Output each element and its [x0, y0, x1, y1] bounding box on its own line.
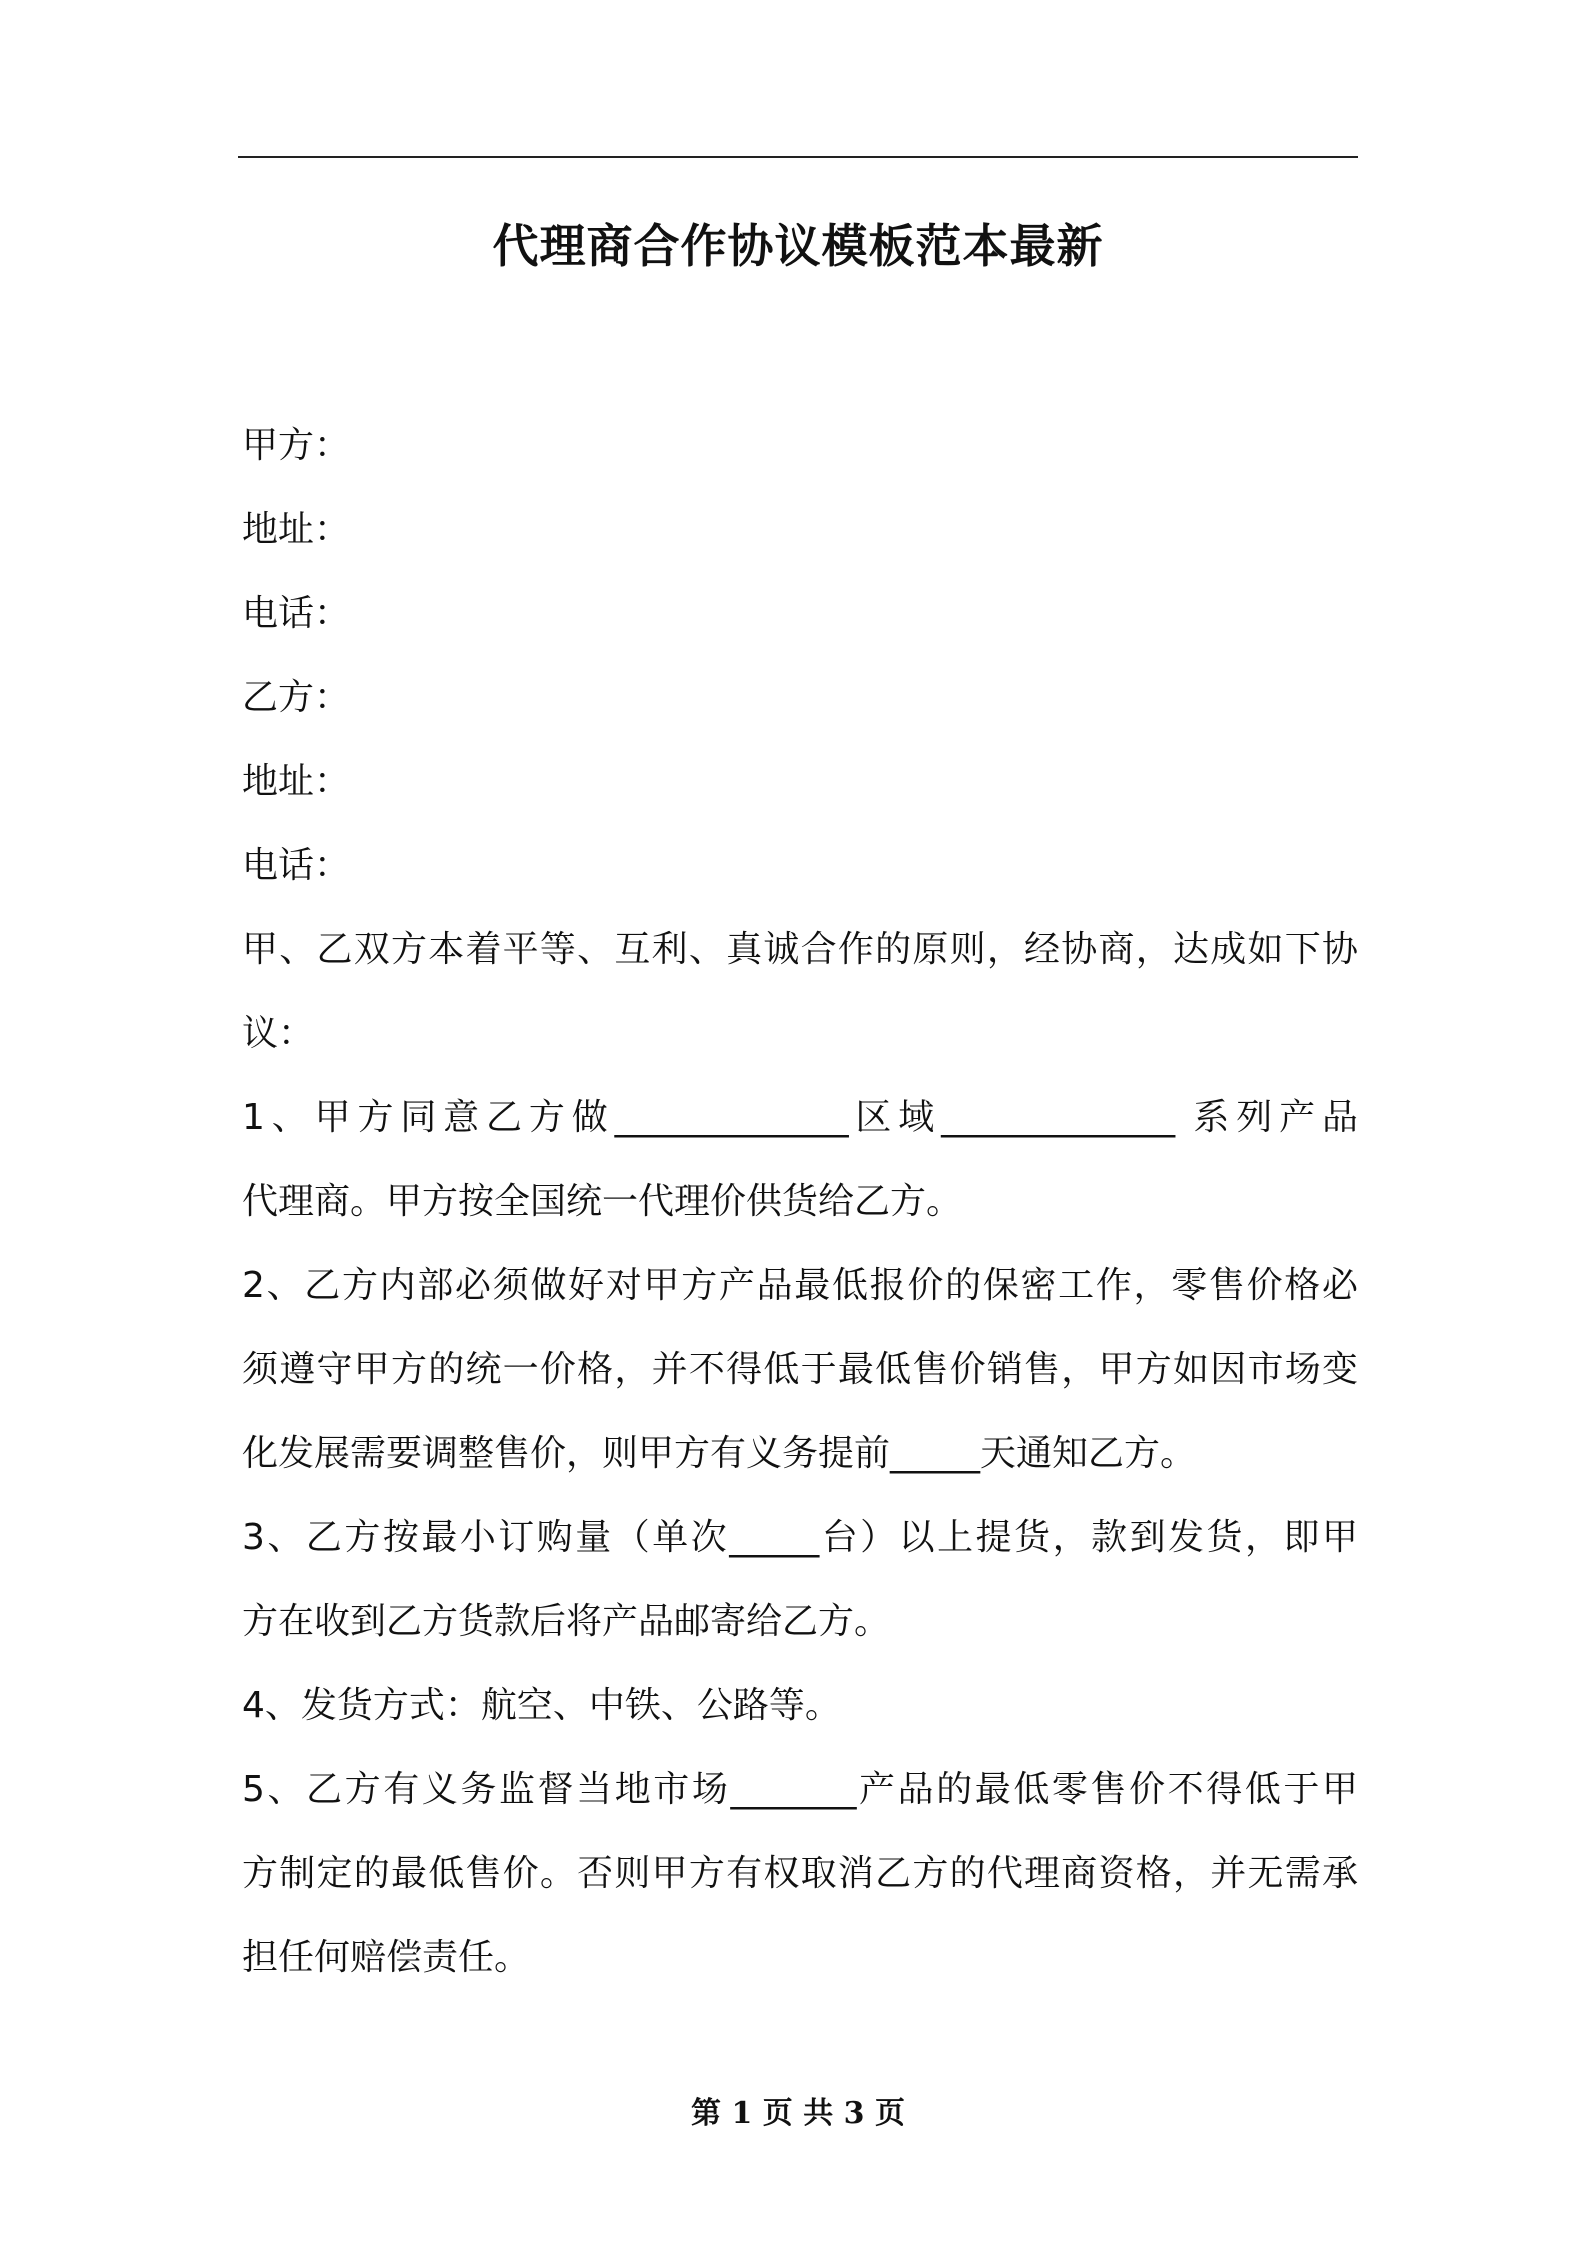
document-body: [242, 404, 1358, 2000]
clause-5-line: 5、乙方有义务监督当地市场_______产品的最低零售价不得低于甲: [242, 1769, 1358, 1810]
clause-2-line: 须遵守甲方的统一价格，并不得低于最低售价销售，甲方如因市场变: [242, 1349, 1358, 1390]
page-number-footer: 第 1 页 共 3 页: [691, 2096, 905, 2131]
party-a-address-label: 地址：: [242, 509, 351, 550]
clause-2-line: 2、乙方内部必须做好对甲方产品最低报价的保密工作，零售价格必: [242, 1265, 1358, 1306]
party-a-phone-label: 电话：: [242, 593, 351, 634]
document-title: 代理商合作协议模板范本最新: [492, 219, 1104, 273]
clause-2-line: 化发展需要调整售价，则甲方有义务提前_____天通知乙方。: [242, 1433, 1197, 1474]
preamble-line: 议：: [242, 1013, 315, 1054]
preamble-line: 甲、乙双方本着平等、互利、真诚合作的原则，经协商，达成如下协: [242, 929, 1358, 970]
clause-1-line: 代理商。甲方按全国统一代理价供货给乙方。: [242, 1181, 963, 1222]
party-a-label: 甲方：: [242, 425, 351, 466]
party-b-address-label: 地址：: [242, 761, 351, 802]
clause-5-line: 担任何赔偿责任。: [242, 1937, 531, 1978]
header-rule: [238, 156, 1358, 158]
clause-5-line: 方制定的最低售价。否则甲方有权取消乙方的代理商资格，并无需承: [242, 1853, 1358, 1894]
clause-3-line: 3、乙方按最小订购量（单次_____台）以上提货，款到发货，即甲: [242, 1517, 1358, 1558]
party-b-phone-label: 电话：: [242, 845, 351, 886]
party-b-label: 乙方：: [242, 677, 351, 718]
clause-3-line: 方在收到乙方货款后将产品邮寄给乙方。: [242, 1601, 891, 1642]
clause-1-line: 1、甲方同意乙方做_____________区域_____________ 系列产品: [242, 1097, 1358, 1138]
clause-4-line: 4、发货方式：航空、中铁、公路等。: [242, 1685, 841, 1726]
